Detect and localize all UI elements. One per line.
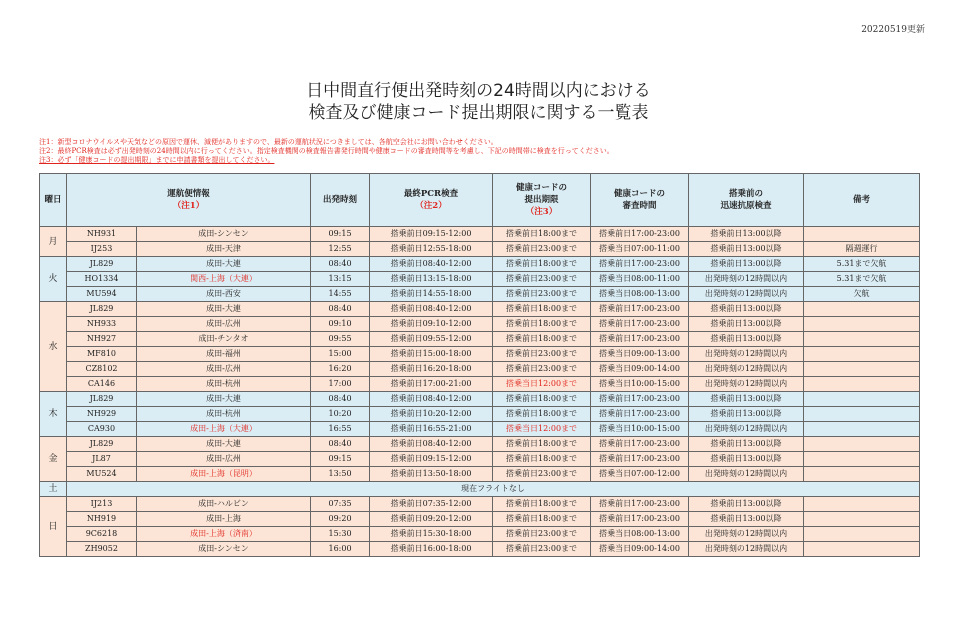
remarks-cell: [804, 362, 920, 377]
hc-deadline-cell: 搭乗前日18:00まで: [493, 437, 591, 452]
pcr-cell: 搭乗前日08:40-12:00: [370, 302, 493, 317]
hc-review-cell: 搭乗前日17:00-23:00: [591, 317, 689, 332]
hc-review-cell: 搭乗前日17:00-23:00: [591, 497, 689, 512]
antigen-cell: 搭乗前日13:00以降: [689, 437, 804, 452]
day-cell: 土: [40, 482, 67, 497]
antigen-cell: 搭乗前日13:00以降: [689, 497, 804, 512]
hc-deadline-cell: 搭乗前日23:00まで: [493, 347, 591, 362]
col-flight: [67, 174, 311, 227]
table-row: [40, 317, 920, 332]
hc-review-cell: 搭乗当日09:00-14:00: [591, 542, 689, 557]
pcr-cell: 搭乗前日16:20-18:00: [370, 362, 493, 377]
route-cell: 成田-大連: [137, 392, 311, 407]
flight-no-cell: CA930: [67, 422, 137, 437]
route-cell: 成田-西安: [137, 287, 311, 302]
col-hc-deadline-label-2: 提出期限: [524, 195, 559, 205]
dep-time-cell: 09:20: [311, 512, 370, 527]
table-body: [40, 227, 920, 557]
col-hc-deadline-note: （注3）: [525, 207, 558, 217]
col-pcr-note: （注2）: [415, 201, 447, 211]
hc-review-cell: 搭乗当日08:00-13:00: [591, 287, 689, 302]
pcr-cell: 搭乗前日09:20-12:00: [370, 512, 493, 527]
table-row: [40, 332, 920, 347]
flight-no-cell: IJ213: [67, 497, 137, 512]
pcr-cell: 搭乗前日09:10-12:00: [370, 317, 493, 332]
flight-schedule-table: [39, 173, 920, 557]
route-cell: 成田-チンタオ: [137, 332, 311, 347]
flight-no-cell: CA146: [67, 377, 137, 392]
antigen-cell: 出発時刻の12時間以内: [689, 467, 804, 482]
antigen-cell: 搭乗前日13:00以降: [689, 257, 804, 272]
day-cell: 火: [40, 257, 67, 302]
remarks-cell: [804, 542, 920, 557]
table-row: [40, 512, 920, 527]
day-cell: 月: [40, 227, 67, 257]
no-flight-cell: 現在フライトなし: [67, 482, 920, 497]
dep-time-cell: 09:55: [311, 332, 370, 347]
dep-time-cell: 16:20: [311, 362, 370, 377]
dep-time-cell: 17:00: [311, 377, 370, 392]
pcr-cell: 搭乗前日08:40-12:00: [370, 437, 493, 452]
flight-no-cell: CZ8102: [67, 362, 137, 377]
remarks-cell: [804, 347, 920, 362]
hc-review-cell: 搭乗前日17:00-23:00: [591, 407, 689, 422]
hc-review-cell: 搭乗前日17:00-23:00: [591, 227, 689, 242]
table-row: [40, 227, 920, 242]
pcr-cell: 搭乗前日09:15-12:00: [370, 452, 493, 467]
hc-deadline-cell: 搭乗当日12:00まで: [493, 377, 591, 392]
hc-review-cell: 搭乗前日17:00-23:00: [591, 332, 689, 347]
route-cell: 成田-上海: [137, 512, 311, 527]
flight-no-cell: ZH9052: [67, 542, 137, 557]
remarks-cell: [804, 452, 920, 467]
hc-deadline-cell: 搭乗前日23:00まで: [493, 542, 591, 557]
table-row: [40, 362, 920, 377]
hc-review-cell: 搭乗当日07:00-12:00: [591, 467, 689, 482]
table-row: [40, 242, 920, 257]
table-row: [40, 257, 920, 272]
hc-deadline-cell: 搭乗前日23:00まで: [493, 272, 591, 287]
route-cell: 成田-ハルビン: [137, 497, 311, 512]
remarks-cell: [804, 317, 920, 332]
col-antigen-label-1: 搭乗前の: [729, 189, 764, 199]
hc-review-cell: 搭乗前日17:00-23:00: [591, 452, 689, 467]
note-3: 注3：必ず「健康コードの提出期限」までに申請書類を提出してください。: [39, 156, 275, 164]
remarks-cell: 5.31まで欠航: [804, 272, 920, 287]
pcr-cell: 搭乗前日15:00-18:00: [370, 347, 493, 362]
flight-no-cell: JL87: [67, 452, 137, 467]
hc-deadline-cell: 搭乗前日23:00まで: [493, 362, 591, 377]
flight-no-cell: MU524: [67, 467, 137, 482]
table-row: [40, 347, 920, 362]
table-row: [40, 377, 920, 392]
col-hc-review-label-2: 審査時間: [622, 201, 657, 211]
antigen-cell: 出発時刻の12時間以内: [689, 347, 804, 362]
table-row: [40, 497, 920, 512]
hc-deadline-cell: 搭乗前日18:00まで: [493, 302, 591, 317]
col-flight-label: 運航便情報: [167, 189, 210, 199]
dep-time-cell: 13:50: [311, 467, 370, 482]
flight-no-cell: HO1334: [67, 272, 137, 287]
hc-deadline-cell: 搭乗前日23:00まで: [493, 467, 591, 482]
antigen-cell: 搭乗前日13:00以降: [689, 392, 804, 407]
pcr-cell: 搭乗前日09:15-12:00: [370, 227, 493, 242]
route-cell: 成田-広州: [137, 317, 311, 332]
remarks-cell: [804, 407, 920, 422]
route-cell: 成田-シンセン: [137, 227, 311, 242]
flight-no-cell: JL829: [67, 392, 137, 407]
table-row: [40, 437, 920, 452]
dep-time-cell: 15:00: [311, 347, 370, 362]
hc-deadline-cell: 搭乗前日18:00まで: [493, 512, 591, 527]
pcr-cell: 搭乗前日16:55-21:00: [370, 422, 493, 437]
table-row: [40, 467, 920, 482]
title-line-1: 日中間直行便出発時刻の24時間以内における: [306, 81, 651, 101]
flight-no-cell: NH933: [67, 317, 137, 332]
dep-time-cell: 10:20: [311, 407, 370, 422]
hc-deadline-cell: 搭乗前日18:00まで: [493, 392, 591, 407]
flight-no-cell: MF810: [67, 347, 137, 362]
antigen-cell: 出発時刻の12時間以内: [689, 542, 804, 557]
remarks-cell: [804, 422, 920, 437]
route-cell: 成田-杭州: [137, 407, 311, 422]
hc-review-cell: 搭乗前日17:00-23:00: [591, 302, 689, 317]
pcr-cell: 搭乗前日17:00-21:00: [370, 377, 493, 392]
remarks-cell: 隔週運行: [804, 242, 920, 257]
antigen-cell: 出発時刻の12時間以内: [689, 422, 804, 437]
hc-review-cell: 搭乗前日17:00-23:00: [591, 437, 689, 452]
hc-review-cell: 搭乗前日17:00-23:00: [591, 392, 689, 407]
col-day: 曜日: [40, 174, 67, 227]
note-2: 注2：最終PCR検査は必ず出発時刻の24時間以内に行ってください。指定検査機関の検査報告書発行時間や健康コードの審査時間等を考慮し、下記の時間帯に検査を行ってください。: [39, 147, 614, 155]
table-row: [40, 527, 920, 542]
antigen-cell: 搭乗前日13:00以降: [689, 332, 804, 347]
table-row: [40, 272, 920, 287]
hc-review-cell: 搭乗当日09:00-14:00: [591, 362, 689, 377]
route-cell: 成田-上海（昆明）: [137, 467, 311, 482]
hc-deadline-cell: 搭乗前日23:00まで: [493, 242, 591, 257]
remarks-cell: [804, 392, 920, 407]
update-date: 20220519更新: [861, 25, 925, 35]
remarks-cell: [804, 527, 920, 542]
table-row: [40, 392, 920, 407]
col-hc-deadline-label-1: 健康コードの: [516, 183, 568, 193]
hc-deadline-cell: 搭乗前日18:00まで: [493, 227, 591, 242]
hc-deadline-cell: 搭乗前日18:00まで: [493, 257, 591, 272]
pcr-cell: 搭乗前日15:30-18:00: [370, 527, 493, 542]
dep-time-cell: 08:40: [311, 302, 370, 317]
flight-no-cell: MU594: [67, 287, 137, 302]
hc-review-cell: 搭乗当日10:00-15:00: [591, 377, 689, 392]
flight-no-cell: NH927: [67, 332, 137, 347]
dep-time-cell: 09:15: [311, 227, 370, 242]
dep-time-cell: 09:15: [311, 452, 370, 467]
remarks-cell: [804, 302, 920, 317]
dep-time-cell: 08:40: [311, 392, 370, 407]
table-row: [40, 407, 920, 422]
dep-time-cell: 16:55: [311, 422, 370, 437]
pcr-cell: 搭乗前日08:40-12:00: [370, 257, 493, 272]
col-hc-review-label-1: 健康コードの: [614, 189, 666, 199]
remarks-cell: [804, 437, 920, 452]
route-cell: 成田-シンセン: [137, 542, 311, 557]
pcr-cell: 搭乗前日13:50-18:00: [370, 467, 493, 482]
hc-deadline-cell: 搭乗前日18:00まで: [493, 317, 591, 332]
flight-no-cell: NH931: [67, 227, 137, 242]
pcr-cell: 搭乗前日09:55-12:00: [370, 332, 493, 347]
antigen-cell: 搭乗前日13:00以降: [689, 242, 804, 257]
table-row: [40, 422, 920, 437]
col-remarks: 備考: [804, 174, 920, 227]
remarks-cell: 5.31まで欠航: [804, 257, 920, 272]
col-antigen-label-2: 迅速抗原検査: [720, 201, 772, 211]
route-cell: 成田-天津: [137, 242, 311, 257]
hc-review-cell: 搭乗当日07:00-11:00: [591, 242, 689, 257]
pcr-cell: 搭乗前日08:40-12:00: [370, 392, 493, 407]
flight-no-cell: JL829: [67, 257, 137, 272]
table-row: [40, 302, 920, 317]
notes: [39, 138, 614, 165]
table-row: [40, 542, 920, 557]
dep-time-cell: 08:40: [311, 257, 370, 272]
route-cell: 成田-上海（大連）: [137, 422, 311, 437]
flight-no-cell: IJ253: [67, 242, 137, 257]
route-cell: 成田-福州: [137, 347, 311, 362]
route-cell: 成田-大連: [137, 302, 311, 317]
hc-deadline-cell: 搭乗前日18:00まで: [493, 452, 591, 467]
route-cell: 成田-杭州: [137, 377, 311, 392]
header-row: [40, 174, 920, 227]
hc-deadline-cell: 搭乗前日18:00まで: [493, 497, 591, 512]
route-cell: 関西-上海（大連）: [137, 272, 311, 287]
pcr-cell: 搭乗前日12:55-18:00: [370, 242, 493, 257]
remarks-cell: [804, 467, 920, 482]
hc-review-cell: 搭乗前日17:00-23:00: [591, 512, 689, 527]
dep-time-cell: 12:55: [311, 242, 370, 257]
antigen-cell: 出発時刻の12時間以内: [689, 362, 804, 377]
dep-time-cell: 14:55: [311, 287, 370, 302]
antigen-cell: 出発時刻の12時間以内: [689, 527, 804, 542]
hc-review-cell: 搭乗当日08:00-13:00: [591, 527, 689, 542]
title-line-2: 検査及び健康コード提出期限に関する一覧表: [308, 103, 649, 123]
table-row: [40, 287, 920, 302]
day-cell: 水: [40, 302, 67, 392]
col-antigen: [689, 174, 804, 227]
route-cell: 成田-上海（済南）: [137, 527, 311, 542]
antigen-cell: 搭乗前日13:00以降: [689, 512, 804, 527]
remarks-cell: [804, 512, 920, 527]
flight-no-cell: 9C6218: [67, 527, 137, 542]
col-hc-review: [591, 174, 689, 227]
hc-review-cell: 搭乗前日17:00-23:00: [591, 257, 689, 272]
dep-time-cell: 15:30: [311, 527, 370, 542]
remarks-cell: [804, 497, 920, 512]
day-cell: 日: [40, 497, 67, 557]
dep-time-cell: 07:35: [311, 497, 370, 512]
antigen-cell: 搭乗前日13:00以降: [689, 407, 804, 422]
route-cell: 成田-広州: [137, 362, 311, 377]
col-pcr: [370, 174, 493, 227]
hc-deadline-cell: 搭乗前日23:00まで: [493, 527, 591, 542]
day-cell: 金: [40, 437, 67, 482]
antigen-cell: 出発時刻の12時間以内: [689, 287, 804, 302]
dep-time-cell: 09:10: [311, 317, 370, 332]
col-flight-note: （注1）: [172, 201, 205, 211]
antigen-cell: 搭乗前日13:00以降: [689, 227, 804, 242]
col-hc-deadline: [493, 174, 591, 227]
route-cell: 成田-大連: [137, 437, 311, 452]
remarks-cell: 欠航: [804, 287, 920, 302]
col-pcr-label: 最終PCR検査: [403, 189, 459, 199]
hc-review-cell: 搭乗当日09:00-13:00: [591, 347, 689, 362]
antigen-cell: 出発時刻の12時間以内: [689, 377, 804, 392]
col-dep: 出発時刻: [311, 174, 370, 227]
table-row: [40, 452, 920, 467]
flight-no-cell: JL829: [67, 302, 137, 317]
pcr-cell: 搭乗前日13:15-18:00: [370, 272, 493, 287]
antigen-cell: 搭乗前日13:00以降: [689, 302, 804, 317]
remarks-cell: [804, 227, 920, 242]
hc-review-cell: 搭乗当日08:00-11:00: [591, 272, 689, 287]
route-cell: 成田-広州: [137, 452, 311, 467]
antigen-cell: 出発時刻の12時間以内: [689, 272, 804, 287]
pcr-cell: 搭乗前日10:20-12:00: [370, 407, 493, 422]
note-1: 注1：新型コロナウイルスや天気などの原因で運休、減便がありますので、最新の運航状況につきましては、各航空会社にお問い合わせください。: [39, 138, 498, 146]
antigen-cell: 搭乗前日13:00以降: [689, 317, 804, 332]
remarks-cell: [804, 332, 920, 347]
page-title: [0, 80, 957, 124]
antigen-cell: 搭乗前日13:00以降: [689, 452, 804, 467]
route-cell: 成田-大連: [137, 257, 311, 272]
day-cell: 木: [40, 392, 67, 437]
hc-deadline-cell: 搭乗前日18:00まで: [493, 332, 591, 347]
flight-no-cell: NH929: [67, 407, 137, 422]
flight-no-cell: NH919: [67, 512, 137, 527]
hc-deadline-cell: 搭乗当日12:00まで: [493, 422, 591, 437]
dep-time-cell: 08:40: [311, 437, 370, 452]
hc-review-cell: 搭乗当日10:00-15:00: [591, 422, 689, 437]
flight-no-cell: JL829: [67, 437, 137, 452]
remarks-cell: [804, 377, 920, 392]
hc-deadline-cell: 搭乗前日23:00まで: [493, 287, 591, 302]
dep-time-cell: 16:00: [311, 542, 370, 557]
pcr-cell: 搭乗前日16:00-18:00: [370, 542, 493, 557]
hc-deadline-cell: 搭乗前日18:00まで: [493, 407, 591, 422]
table-row: [40, 482, 920, 497]
pcr-cell: 搭乗前日07:35-12:00: [370, 497, 493, 512]
dep-time-cell: 13:15: [311, 272, 370, 287]
pcr-cell: 搭乗前日14:55-18:00: [370, 287, 493, 302]
